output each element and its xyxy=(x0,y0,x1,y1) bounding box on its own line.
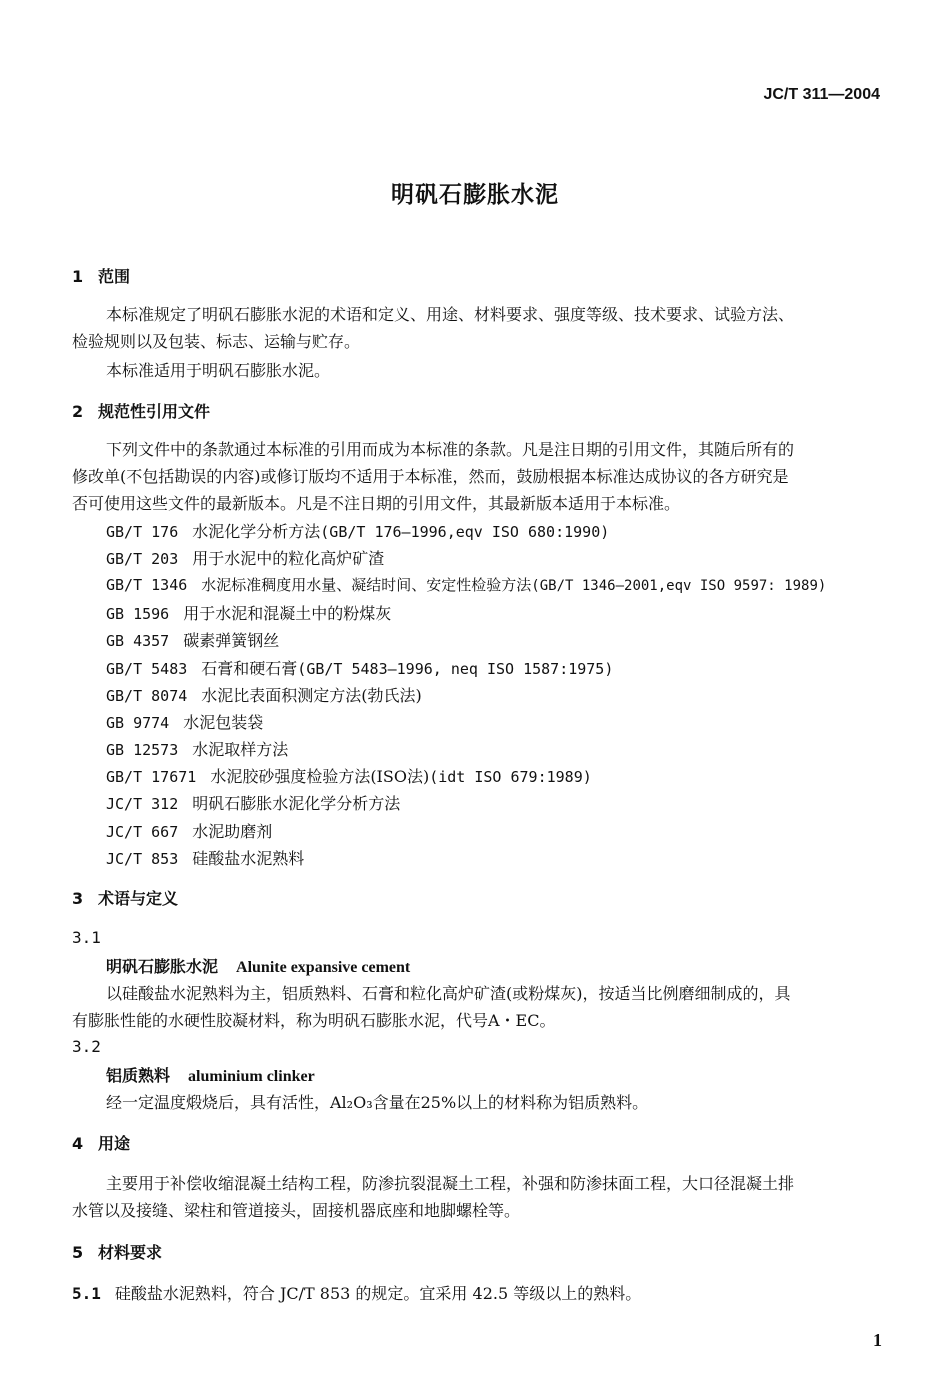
reference-item xyxy=(106,628,279,651)
reference-note: (GB/T 176—1996,eqv ISO 680:1990) xyxy=(320,523,610,541)
page-number: 1 xyxy=(873,1330,882,1350)
term-entry xyxy=(106,1063,315,1086)
reference-note: (GB/T 5483—1996, neq ISO 1587:1975) xyxy=(297,660,614,678)
reference-title: 硅酸盐水泥熟料 xyxy=(192,849,305,868)
reference-code: GB/T 176 xyxy=(106,523,179,541)
reference-code: GB/T 203 xyxy=(106,550,179,568)
reference-title: 用于水泥和混凝土中的粉煤灰 xyxy=(183,604,392,623)
reference-code: GB/T 8074 xyxy=(106,687,188,705)
reference-title: 水泥化学分析方法 xyxy=(192,522,321,541)
clause-number: 3.2 xyxy=(72,1037,101,1056)
reference-title: 水泥包装袋 xyxy=(183,713,264,732)
reference-title: 水泥取样方法 xyxy=(192,740,289,759)
term-definition: 有膨胀性能的水硬性胶凝材料，称为明矾石膨胀水泥，代号A・EC。 xyxy=(72,1011,556,1030)
paragraph: 修改单(不包括勘误的内容)或修订版均不适用于本标准，然而，鼓励根据本标准达成协议的各方研究是 xyxy=(72,467,789,486)
term-chinese: 明矾石膨胀水泥 xyxy=(106,957,219,976)
term-english: aluminium clinker xyxy=(188,1068,315,1085)
reference-code: GB 1596 xyxy=(106,605,170,623)
reference-title: 碳素弹簧钢丝 xyxy=(183,631,280,650)
document-title: 明矾石膨胀水泥 xyxy=(391,182,559,208)
paragraph: 本标准适用于明矾石膨胀水泥。 xyxy=(106,361,331,380)
reference-title: 明矾石膨胀水泥化学分析方法 xyxy=(192,794,401,813)
section-number: 3 xyxy=(72,889,84,908)
reference-code: GB 4357 xyxy=(106,632,170,650)
reference-item xyxy=(106,546,384,569)
reference-code: GB 12573 xyxy=(106,741,179,759)
reference-item xyxy=(106,791,400,814)
reference-title: 水泥胶砂强度检验方法(ISO法) xyxy=(210,767,430,786)
section-title: 范围 xyxy=(98,267,131,286)
section-title: 规范性引用文件 xyxy=(98,402,211,421)
section-heading-4 xyxy=(72,1131,130,1154)
section-heading-2 xyxy=(72,399,210,422)
reference-code: GB/T 1346 xyxy=(106,576,188,594)
reference-item xyxy=(106,819,272,842)
clause-5-1 xyxy=(72,1281,641,1304)
reference-item xyxy=(106,710,263,733)
term-chinese: 铝质熟料 xyxy=(106,1066,171,1085)
reference-item xyxy=(106,574,826,595)
section-heading-3 xyxy=(72,886,178,909)
reference-title: 用于水泥中的粒化高炉矿渣 xyxy=(192,549,385,568)
paragraph: 下列文件中的条款通过本标准的引用而成为本标准的条款。凡是注日期的引用文件，其随后所有的 xyxy=(106,440,795,459)
reference-note: (idt ISO 679:1989) xyxy=(429,768,592,786)
section-title: 材料要求 xyxy=(98,1243,163,1262)
reference-title: 石膏和硬石膏 xyxy=(201,659,298,678)
reference-code: GB/T 5483 xyxy=(106,660,188,678)
reference-title: 水泥助磨剂 xyxy=(192,822,273,841)
clause-text: 硅酸盐水泥熟料，符合 JC/T 853 的规定。宜采用 42.5 等级以上的熟料。 xyxy=(114,1284,642,1303)
reference-title: 水泥标准稠度用水量、凝结时间、安定性检验方法 xyxy=(201,576,532,594)
reference-item xyxy=(106,764,592,787)
paragraph: 本标准规定了明矾石膨胀水泥的术语和定义、用途、材料要求、强度等级、技术要求、试验方法、 xyxy=(106,305,795,324)
reference-item xyxy=(106,683,422,706)
section-title: 术语与定义 xyxy=(98,889,179,908)
section-number: 1 xyxy=(72,267,84,286)
reference-code: JC/T 312 xyxy=(106,795,179,813)
term-english: Alunite expansive cement xyxy=(236,959,411,976)
reference-item xyxy=(106,846,304,869)
reference-code: JC/T 853 xyxy=(106,850,179,868)
paragraph: 主要用于补偿收缩混凝土结构工程，防渗抗裂混凝土工程，补强和防渗抹面工程，大口径混凝土排 xyxy=(106,1174,795,1193)
reference-title: 水泥比表面积测定方法(勃氏法) xyxy=(201,686,422,705)
section-number: 5 xyxy=(72,1243,84,1262)
paragraph: 检验规则以及包装、标志、运输与贮存。 xyxy=(72,332,361,351)
term-entry xyxy=(106,954,410,977)
reference-note: (GB/T 1346—2001,eqv ISO 9597: 1989) xyxy=(531,578,827,594)
section-number: 2 xyxy=(72,402,84,421)
reference-code: JC/T 667 xyxy=(106,823,179,841)
reference-code: GB/T 17671 xyxy=(106,768,197,786)
section-number: 4 xyxy=(72,1134,84,1153)
term-definition: 经一定温度煅烧后，具有活性，Al₂O₃含量在25%以上的材料称为铝质熟料。 xyxy=(106,1093,649,1112)
reference-item xyxy=(106,656,613,679)
clause-number: 3.1 xyxy=(72,928,101,947)
section-heading-1 xyxy=(72,264,130,287)
section-title: 用途 xyxy=(98,1134,131,1153)
reference-code: GB 9774 xyxy=(106,714,170,732)
paragraph: 否可使用这些文件的最新版本。凡是不注日期的引用文件，其最新版本适用于本标准。 xyxy=(72,494,681,513)
reference-item xyxy=(106,519,609,542)
paragraph: 水管以及接缝、梁柱和管道接头，固接机器底座和地脚螺栓等。 xyxy=(72,1201,521,1220)
reference-item xyxy=(106,737,288,760)
standard-code: JC/T 311—2004 xyxy=(763,86,880,103)
section-heading-5 xyxy=(72,1240,162,1263)
term-definition: 以硅酸盐水泥熟料为主，铝质熟料、石膏和粒化高炉矿渣(或粉煤灰)，按适当比例磨细制成的，具 xyxy=(106,984,791,1003)
reference-item xyxy=(106,601,391,624)
clause-number: 5.1 xyxy=(72,1284,101,1303)
